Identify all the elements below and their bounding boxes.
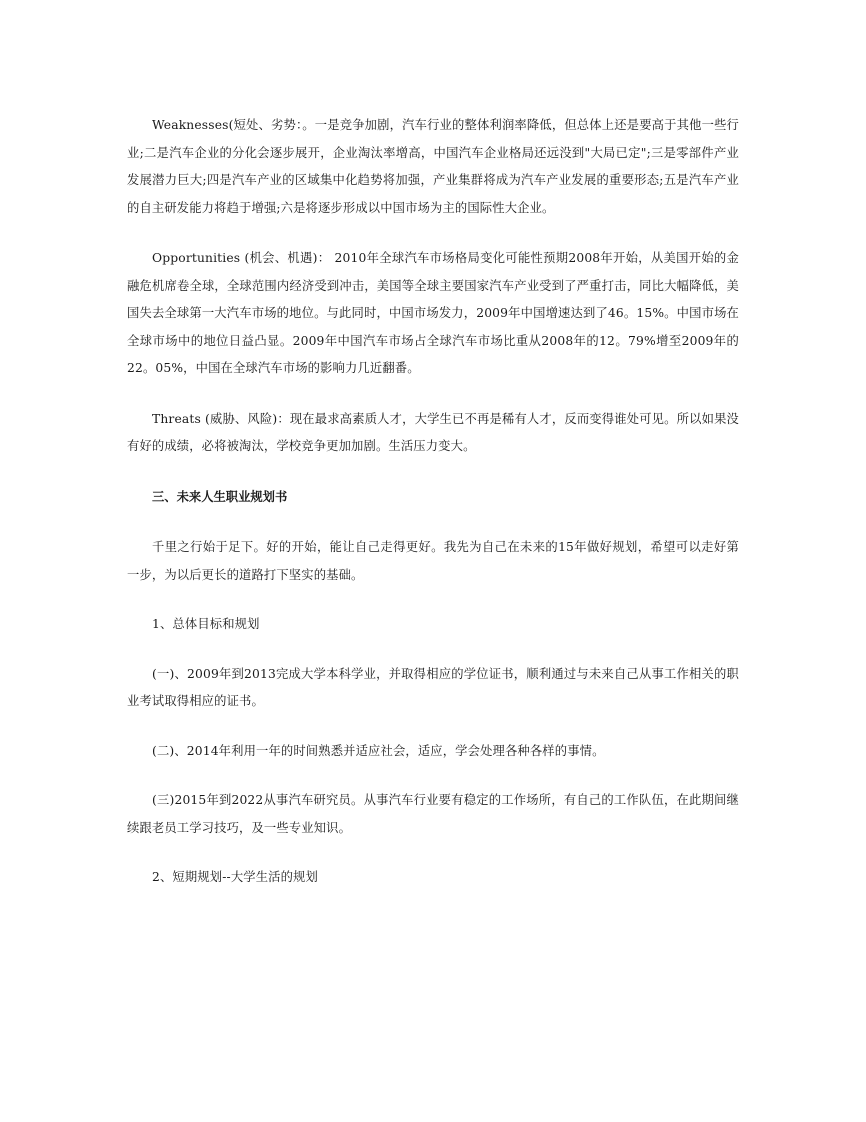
spacer	[127, 842, 739, 864]
intro-paragraph: 千里之行始于足下。好的开始，能让自己走得更好。我先为自己在未来的15年做好规划，希望可以走好第一步，为以后更长的道路打下坚实的基础。	[127, 540, 739, 582]
spacer	[127, 716, 739, 738]
goal-subheading: 1、总体目标和规划	[152, 617, 260, 631]
goal-item-2: (二)、2014年利用一年的时间熟悉并适应社会，适应，学会处理各种各样的事情。	[152, 743, 605, 758]
spacer	[127, 589, 739, 611]
spacer	[127, 765, 739, 787]
opportunities-paragraph: Opportunities (机会、机遇)： 2010年全球汽车市场格局变化可能性预期2008年开始，从美国开始的金融危机席卷全球，全球范围内经济受到冲击，美国等全球主要国家汽车产业受到了严重打击，同比大幅降低，美国失去全球第一大汽车市场的地位。与此同时，中国市场发力，2009年中国增速达到了46。15%。中国市场在全球市场中的地位日益凸显。2009年中国汽车市场占全球汽车市场比重从2008年的12。79%增至2009年的22。05%，中国在全球汽车市场的影响力几近翻番。	[127, 251, 739, 375]
threats-paragraph: Threats (威胁、风险)：现在最求高素质人才，大学生已不再是稀有人才，反而变得谁处可见。所以如果没有好的成绩，必将被淘汰，学校竞争更加加剧。生活压力变大。	[127, 411, 739, 453]
goal-item-1: (一)、2009年到2013完成大学本科学业，并取得相应的学位证书，顺利通过与未来自己从事工作相关的职业考试取得相应的证书。	[127, 666, 739, 708]
spacer	[127, 383, 739, 406]
spacer	[127, 222, 739, 245]
short-term-subheading: 2、短期规划--大学生活的规划	[152, 870, 318, 884]
section-heading: 三、未来人生职业规划书	[152, 489, 288, 504]
spacer	[127, 639, 739, 661]
goal-item-3: (三)2015年到2022从事汽车研究员。从事汽车行业要有稳定的工作场所，有自己的工作队伍，在此期间继续跟老员工学习技巧，及一些专业知识。	[127, 793, 739, 835]
weaknesses-paragraph: Weaknesses(短处、劣势：。一是竞争加剧，汽车行业的整体利润率降低，但总体上还是要高于其他一些行业;二是汽车企业的分化会逐步展开，企业淘汰率增高，中国汽车企业格局还远没到"大局已定";三是零部件产业发展潜力巨大;四是汽车产业的区域集中化趋势将加强，产业集群将成为汽车产业发展的重要形态;五是汽车产业的自主研发能力将趋于增强;六是将逐步形成以中国市场为主的国际性大企业。	[127, 118, 739, 215]
spacer	[127, 511, 739, 534]
document-body	[127, 112, 739, 892]
spacer	[127, 461, 739, 484]
